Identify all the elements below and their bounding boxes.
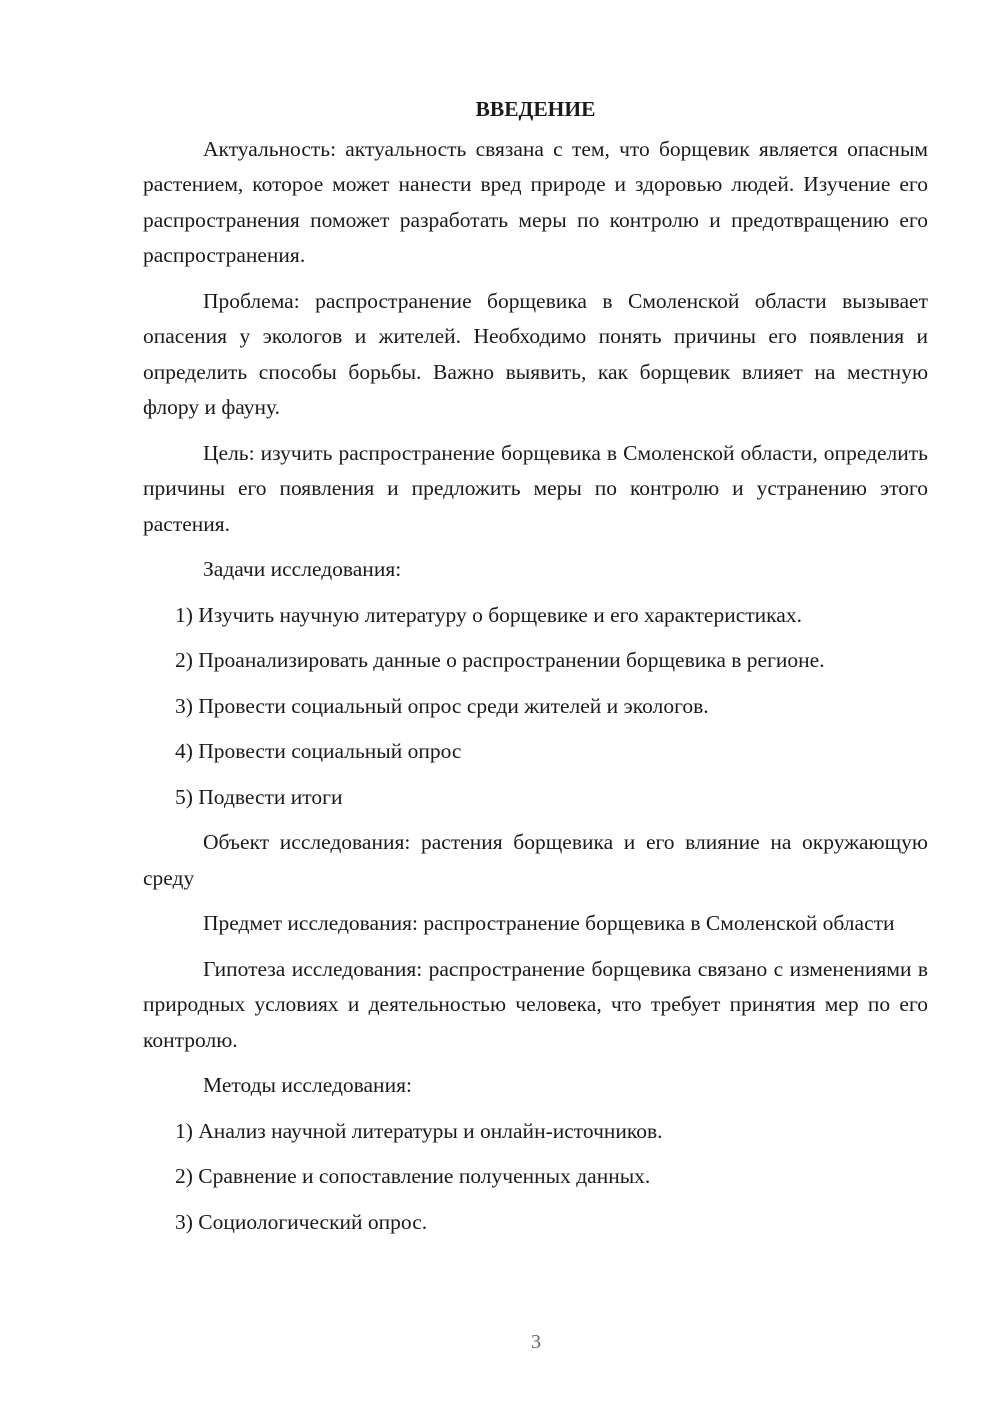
task-item-2: 2) Проанализировать данные о распространении борщевика в регионе.: [175, 648, 825, 672]
method-item-3: 3) Социологический опрос.: [175, 1209, 428, 1234]
subject-paragraph: Предмет исследования: распространение борщевика в Смоленской области: [203, 911, 895, 935]
task-item-4: 4) Провести социальный опрос: [175, 739, 462, 763]
object-paragraph: Объект исследования: растения борщевика и его влияние на окружающую среду: [143, 830, 928, 890]
document-page: [143, 92, 928, 1250]
page-number: 3: [531, 1331, 541, 1353]
method-item-2: 2) Сравнение и сопоставление полученных данных.: [175, 1164, 651, 1188]
method-item-1: 1) Анализ научной литературы и онлайн-источников.: [175, 1118, 663, 1143]
goal-paragraph: Цель: изучить распространение борщевика в Смоленской области, определить причины его появления и предложить меры по контролю и устранению этого растения.: [143, 440, 928, 536]
tasks-heading: Задачи исследования:: [203, 557, 402, 581]
problem-paragraph: Проблема: распространение борщевика в Смоленской области вызывает опасения у экологов и жителей. Необходимо понять причины его появления и определить способы борьбы. Важно выявить, как борщевик влияет на местную флору и фауну.: [143, 288, 928, 419]
methods-heading: Методы исследования:: [203, 1073, 412, 1097]
task-item-3: 3) Провести социальный опрос среди жителей и экологов.: [175, 693, 709, 718]
hypothesis-paragraph: Гипотеза исследования: распространение борщевика связано с изменениями в природных условиях и деятельностью человека, что требует принятия мер по его контролю.: [143, 956, 928, 1052]
section-title: ВВЕДЕНИЕ: [475, 97, 596, 121]
task-item-5: 5) Подвести итоги: [175, 784, 343, 809]
task-item-1: 1) Изучить научную литературу о борщевике и его характеристиках.: [175, 602, 802, 627]
actuality-paragraph: Актуальность: актуальность связана с тем, что борщевик является опасным растением, которое может нанести вред природе и здоровью людей. Изучение его распространения поможет разработать меры по контролю и предотвращению его распространения.: [143, 136, 928, 267]
